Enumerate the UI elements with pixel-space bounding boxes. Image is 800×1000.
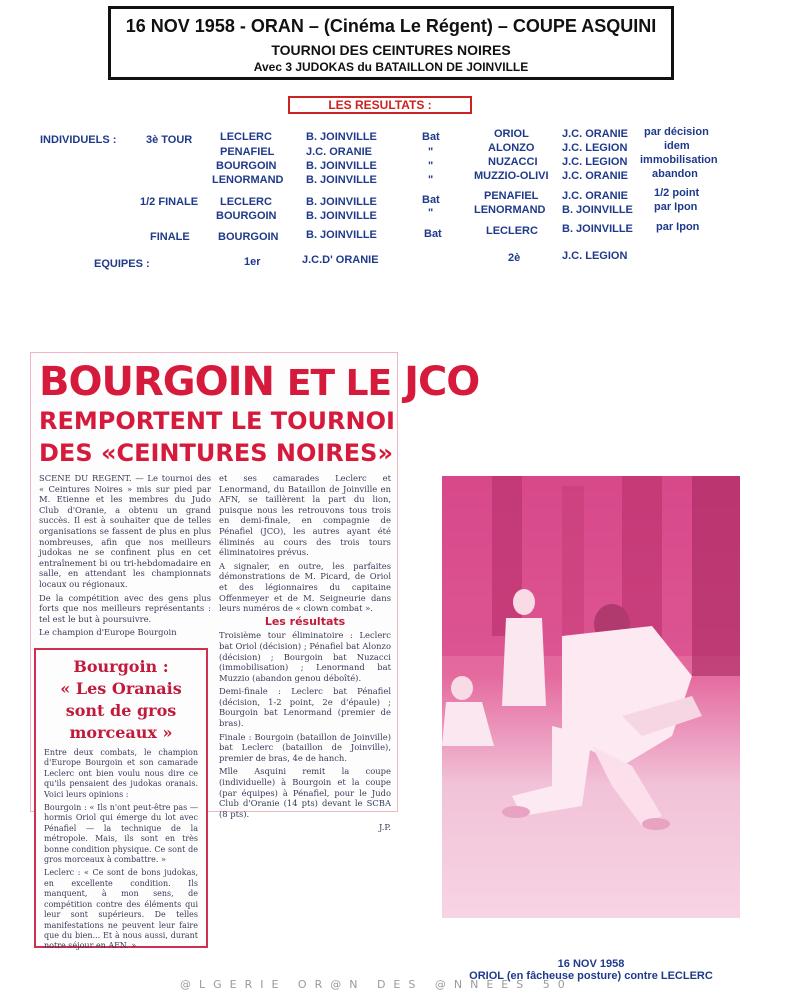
clipping-headline-3: DES «CEINTURES NOIRES» <box>39 439 393 467</box>
result-verb: " <box>428 207 434 219</box>
result-winner-club: B. JOINVILLE <box>306 196 377 208</box>
result-loser: ORIOL <box>494 128 529 140</box>
team-first-club: J.C.D' ORANIE <box>302 254 379 266</box>
result-method: par décision <box>644 126 709 138</box>
result-loser-club: B. JOINVILLE <box>562 223 633 235</box>
article-column-2 <box>219 473 391 833</box>
article-paragraph: Finale : Bourgoin (bataillon de Joinville) bat Leclerc (bataillon de Joinville), premier de bras, 4e de hanch. <box>219 731 391 763</box>
inset-title <box>36 656 206 744</box>
result-winner: PENAFIEL <box>220 146 275 158</box>
article-paragraph: Le champion d'Europe Bourgoin <box>39 627 177 638</box>
result-method: immobilisation <box>640 154 718 166</box>
result-winner-club: B. JOINVILLE <box>306 210 377 222</box>
result-winner: BOURGOIN <box>218 231 279 243</box>
result-method: idem <box>664 140 690 152</box>
header-subtitle-2: Avec 3 JUDOKAS du BATAILLON DE JOINVILLE <box>253 60 529 74</box>
inset-title-line: sont de gros <box>65 701 177 720</box>
team-first-rank: 1er <box>244 256 261 268</box>
result-winner: BOURGOIN <box>216 210 277 222</box>
clipping-headline-2: REMPORTENT LE TOURNOI <box>39 407 395 435</box>
result-winner-club: B. JOINVILLE <box>306 174 377 186</box>
result-loser-club: J.C. LEGION <box>562 156 628 168</box>
article-signature: J.P. <box>379 822 391 833</box>
result-verb: Bat <box>422 131 440 143</box>
inset-title-line: Bourgoin : <box>73 657 169 676</box>
headline-part-c: JCO <box>404 359 480 405</box>
judo-photo <box>442 476 740 918</box>
results-title: LES RESULTATS : <box>288 96 472 114</box>
inset-title-line: « Les Oranais <box>60 679 182 698</box>
result-verb: Bat <box>422 194 440 206</box>
result-method: par Ipon <box>656 221 700 233</box>
headline-part-a: BOURGOIN <box>39 359 274 405</box>
result-loser: MUZZIO-OLIVI <box>474 170 549 182</box>
result-loser: ALONZO <box>488 142 535 154</box>
result-winner-club: B. JOINVILLE <box>306 229 377 241</box>
result-loser-club: J.C. ORANIE <box>562 190 629 202</box>
half-final-label: 1/2 FINALE <box>140 196 199 208</box>
article-paragraph: Troisième tour éliminatoire : Leclerc bat Oriol (décision) ; Pénafiel bat Alonzo (décision) ; Bourgoin bat Nuzacci (immobilisation) ; Lenormand bat Muzzio (abandon genou déboîté). <box>219 630 391 683</box>
result-verb: " <box>428 174 434 186</box>
result-loser: LECLERC <box>486 225 538 237</box>
round3-label: 3è TOUR <box>146 134 193 146</box>
results-subheading: Les résultats <box>264 614 346 628</box>
result-verb: " <box>428 146 434 158</box>
result-method: abandon <box>652 168 698 180</box>
result-verb: Bat <box>424 228 442 240</box>
judo-photo-illustration <box>442 476 740 918</box>
team-second-rank: 2è <box>508 252 521 264</box>
result-winner-club: J.C. ORANIE <box>306 146 373 158</box>
article-column-1 <box>39 473 211 641</box>
result-loser-club: B. JOINVILLE <box>562 204 633 216</box>
result-loser: PENAFIEL <box>484 190 539 202</box>
result-method: par Ipon <box>654 201 698 213</box>
individuels-label: INDIVIDUELS : <box>40 134 117 146</box>
result-loser-club: J.C. ORANIE <box>562 170 629 182</box>
result-winner-club: B. JOINVILLE <box>306 160 377 172</box>
footer-watermark: @LGERIE OR@N DES @NNEES 50 <box>180 978 573 991</box>
headline-part-b: ET LE <box>286 363 392 404</box>
header-box <box>108 6 674 80</box>
article-paragraph: SCENE DU REGENT. — Le tournoi des « Ceintures Noires » mis sur pied par M. Etienne et les membres du Judo Club d'Oranie, a obtenu un grand succès. Il est à souhaiter que de telles organisations se fassent de plus en plus nombreuses, afin que nos meilleurs judokas ne se confinent plus en cet entraînement bi ou tri-hebdomadaire en salle, en attendant les championnats locaux ou régionaux. <box>39 473 211 589</box>
result-winner: LECLERC <box>220 131 272 143</box>
result-verb: " <box>428 160 434 172</box>
interview-inset <box>34 648 208 951</box>
result-loser-club: J.C. LEGION <box>562 142 628 154</box>
inset-paragraph: Leclerc : « Ce sont de bons judokas, en excellente condition. Ils manquent, à mon sens, de compétition contre des éléments qui leur sont supérieurs. De telles manifestations ne peuvent leur faire que du bien... Et à nous aussi, durant notre séjour en AFN. » <box>44 868 198 951</box>
inset-title-line: morceaux » <box>69 723 173 742</box>
result-winner: LECLERC <box>220 196 272 208</box>
article-paragraph: et ses camarades Leclerc et Lenormand, du Bataillon de Joinville en AFN, se taillèrent la part du lion, puisque nous les retrouvons tous trois en demi-finale, en compagnie de Pénafiel (JCO), les autres ayant été éliminés au cours des trois tours éliminatoires prévus. <box>219 473 391 558</box>
header-subtitle: TOURNOI DES CEINTURES NOIRES <box>271 42 511 58</box>
result-method: 1/2 point <box>654 187 700 199</box>
result-loser: NUZACCI <box>488 156 538 168</box>
result-winner: BOURGOIN <box>216 160 277 172</box>
inset-body <box>36 744 206 952</box>
teams-label: EQUIPES : <box>94 258 150 270</box>
article-paragraph: De la compétition avec des gens plus forts que nos meilleurs représentants : tel est le but à poursuivre. <box>39 592 211 624</box>
article-paragraph: A signaler, en outre, les parfaites démonstrations de M. Picard, de Oriol et des légionnaires du capitaine Offenmeyer et de M. Seigneurie dans leurs numéros de « clown combat ». <box>219 560 391 614</box>
header-title: 16 NOV 1958 - ORAN – (Cinéma Le Régent) – COUPE ASQUINI <box>125 16 657 36</box>
article-paragraph: Demi-finale : Leclerc bat Pénafiel (décision, 1-2 point, 2e d'épaule) ; Bourgoin bat Lenormand (premier de bras). <box>219 686 391 729</box>
inset-paragraph: Entre deux combats, le champion d'Europe Bourgoin et son camarade Leclerc ont bien voulu nous dire ce qu'ils pensaient des judokas oranais. Voici leurs opinions : <box>44 748 198 799</box>
result-winner: LENORMAND <box>212 174 284 186</box>
photo-caption-date: 16 NOV 1958 <box>557 958 625 970</box>
photo-caption-text: ORIOL (en fâcheuse posture) contre LECLERC <box>469 970 713 982</box>
inset-paragraph: Bourgoin : « Ils n'ont peut-être pas — hormis Oriol qui émerge du lot avec Pénafiel — la technique de la métropole. Mais, ils sont en très bonne condition physique. Ce sont de gros morceaux à combattre. » <box>44 803 198 865</box>
clipping-headline <box>39 359 479 405</box>
result-loser-club: J.C. ORANIE <box>562 128 629 140</box>
result-loser: LENORMAND <box>474 204 546 216</box>
result-winner-club: B. JOINVILLE <box>306 131 377 143</box>
article-paragraph: Mlle Asquini remit la coupe (individuelle) à Bourgoin et la coupe (par équipes) à Pénafiel, pour le Judo Club d'Oranie (14 pts) devant le SCBA (8 pts). <box>219 766 391 819</box>
team-second-club: J.C. LEGION <box>562 250 628 262</box>
final-label: FINALE <box>150 231 190 243</box>
